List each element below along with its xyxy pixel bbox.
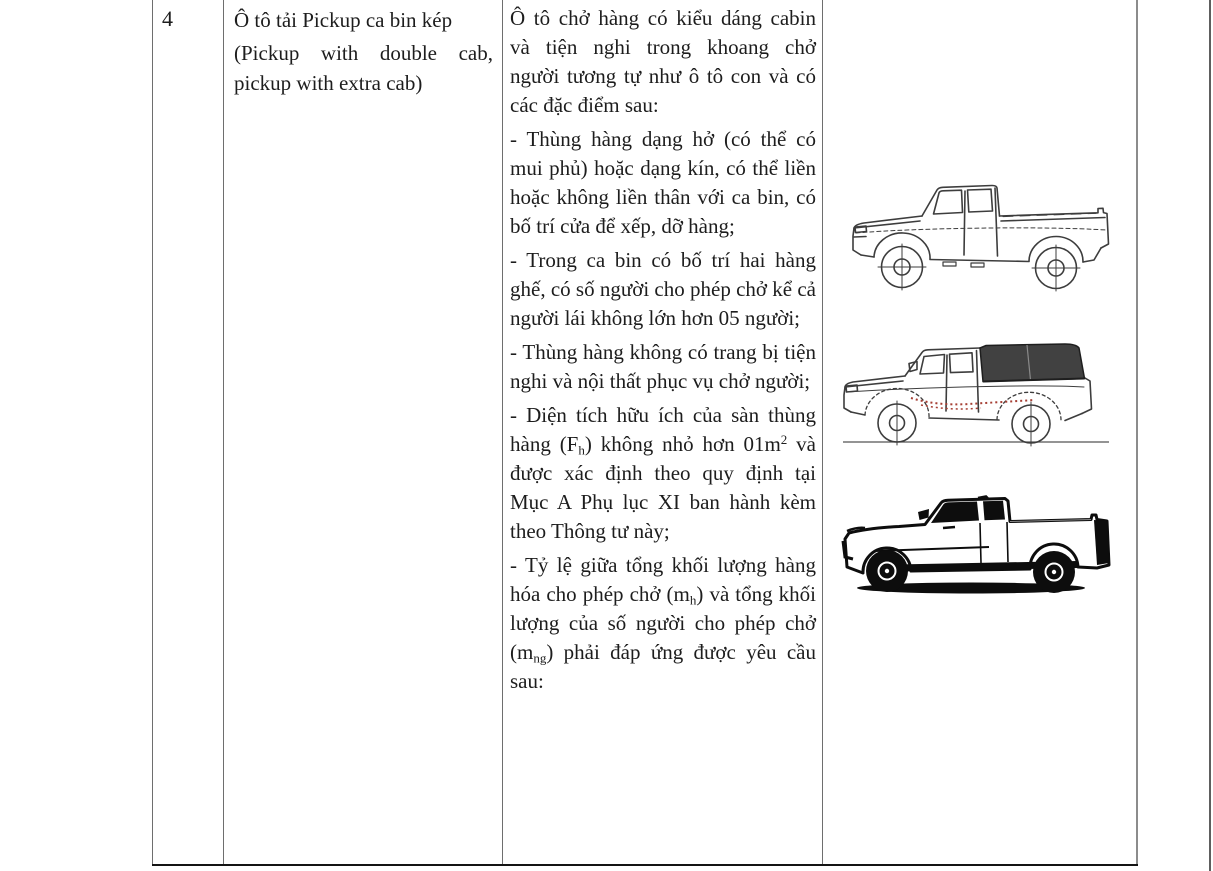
- vehicle-name-en: (Pickup with double cab, pickup with extra cab): [234, 41, 493, 95]
- column-vehicle-name: [223, 0, 502, 864]
- pickup-extra-cab-silhouette-icon: [839, 495, 1121, 597]
- column-row-number: [152, 0, 223, 864]
- description-paragraph-cargo-box: - Thùng hàng dạng hở (có thể có mui phủ) hoặc dạng kín, có thể liền hoặc không liền thân với ca bin, có bố trí cửa để xếp, dỡ hàng;: [510, 127, 816, 238]
- red-accent-stripe: [911, 398, 1035, 404]
- description-paragraph-mass-ratio: - Tỷ lệ giữa tổng khối lượng hàng hóa cho phép chở $(m_h)$ và tổng khối lượng của số người cho phép chở $(m_{ng})$ phải đáp ứng được yêu cầu sau:: [510, 553, 817, 693]
- red-accent-stripe: [921, 405, 981, 409]
- description-paragraph-seats: - Trong ca bin có bố trí hai hàng ghế, có số người cho phép chở kể cả người lái không lớn hơn 05 người;: [510, 248, 816, 330]
- pickup-double-cab-canopy-illustration: [837, 338, 1115, 448]
- column-illustrations: [822, 0, 1138, 864]
- description-paragraph-intro: Ô tô chở hàng có kiểu dáng cabin và tiện nghi trong khoang chở người tương tự như ô tô con và có các đặc điểm sau:: [510, 6, 816, 117]
- pickup-extra-cab-silhouette-illustration: [839, 495, 1121, 597]
- table-outer-right-border: [1209, 0, 1211, 871]
- description-paragraph-floor-area: - Diện tích hữu ích của sàn thùng hàng $(F_h)$ không nhỏ hơn $01m^2$ và được xác định theo quy định tại Mục A Phụ lục XI ban hành kèm theo Thông tư này;: [510, 403, 817, 543]
- pickup-double-cab-open-bed-icon: [844, 176, 1120, 294]
- vehicle-classification-table-row: [152, 0, 1138, 866]
- pickup-double-cab-canopy-icon: [837, 338, 1115, 448]
- description-paragraph-no-interior: - Thùng hàng không có trang bị tiện nghi và nội thất phục vụ chở người;: [510, 340, 816, 393]
- row-number: 4: [162, 6, 173, 31]
- column-description: [502, 0, 822, 864]
- canopy-shell: [980, 344, 1085, 382]
- vehicle-name-vi: Ô tô tải Pickup ca bin kép: [234, 8, 453, 32]
- pickup-double-cab-open-bed-illustration: [844, 176, 1120, 294]
